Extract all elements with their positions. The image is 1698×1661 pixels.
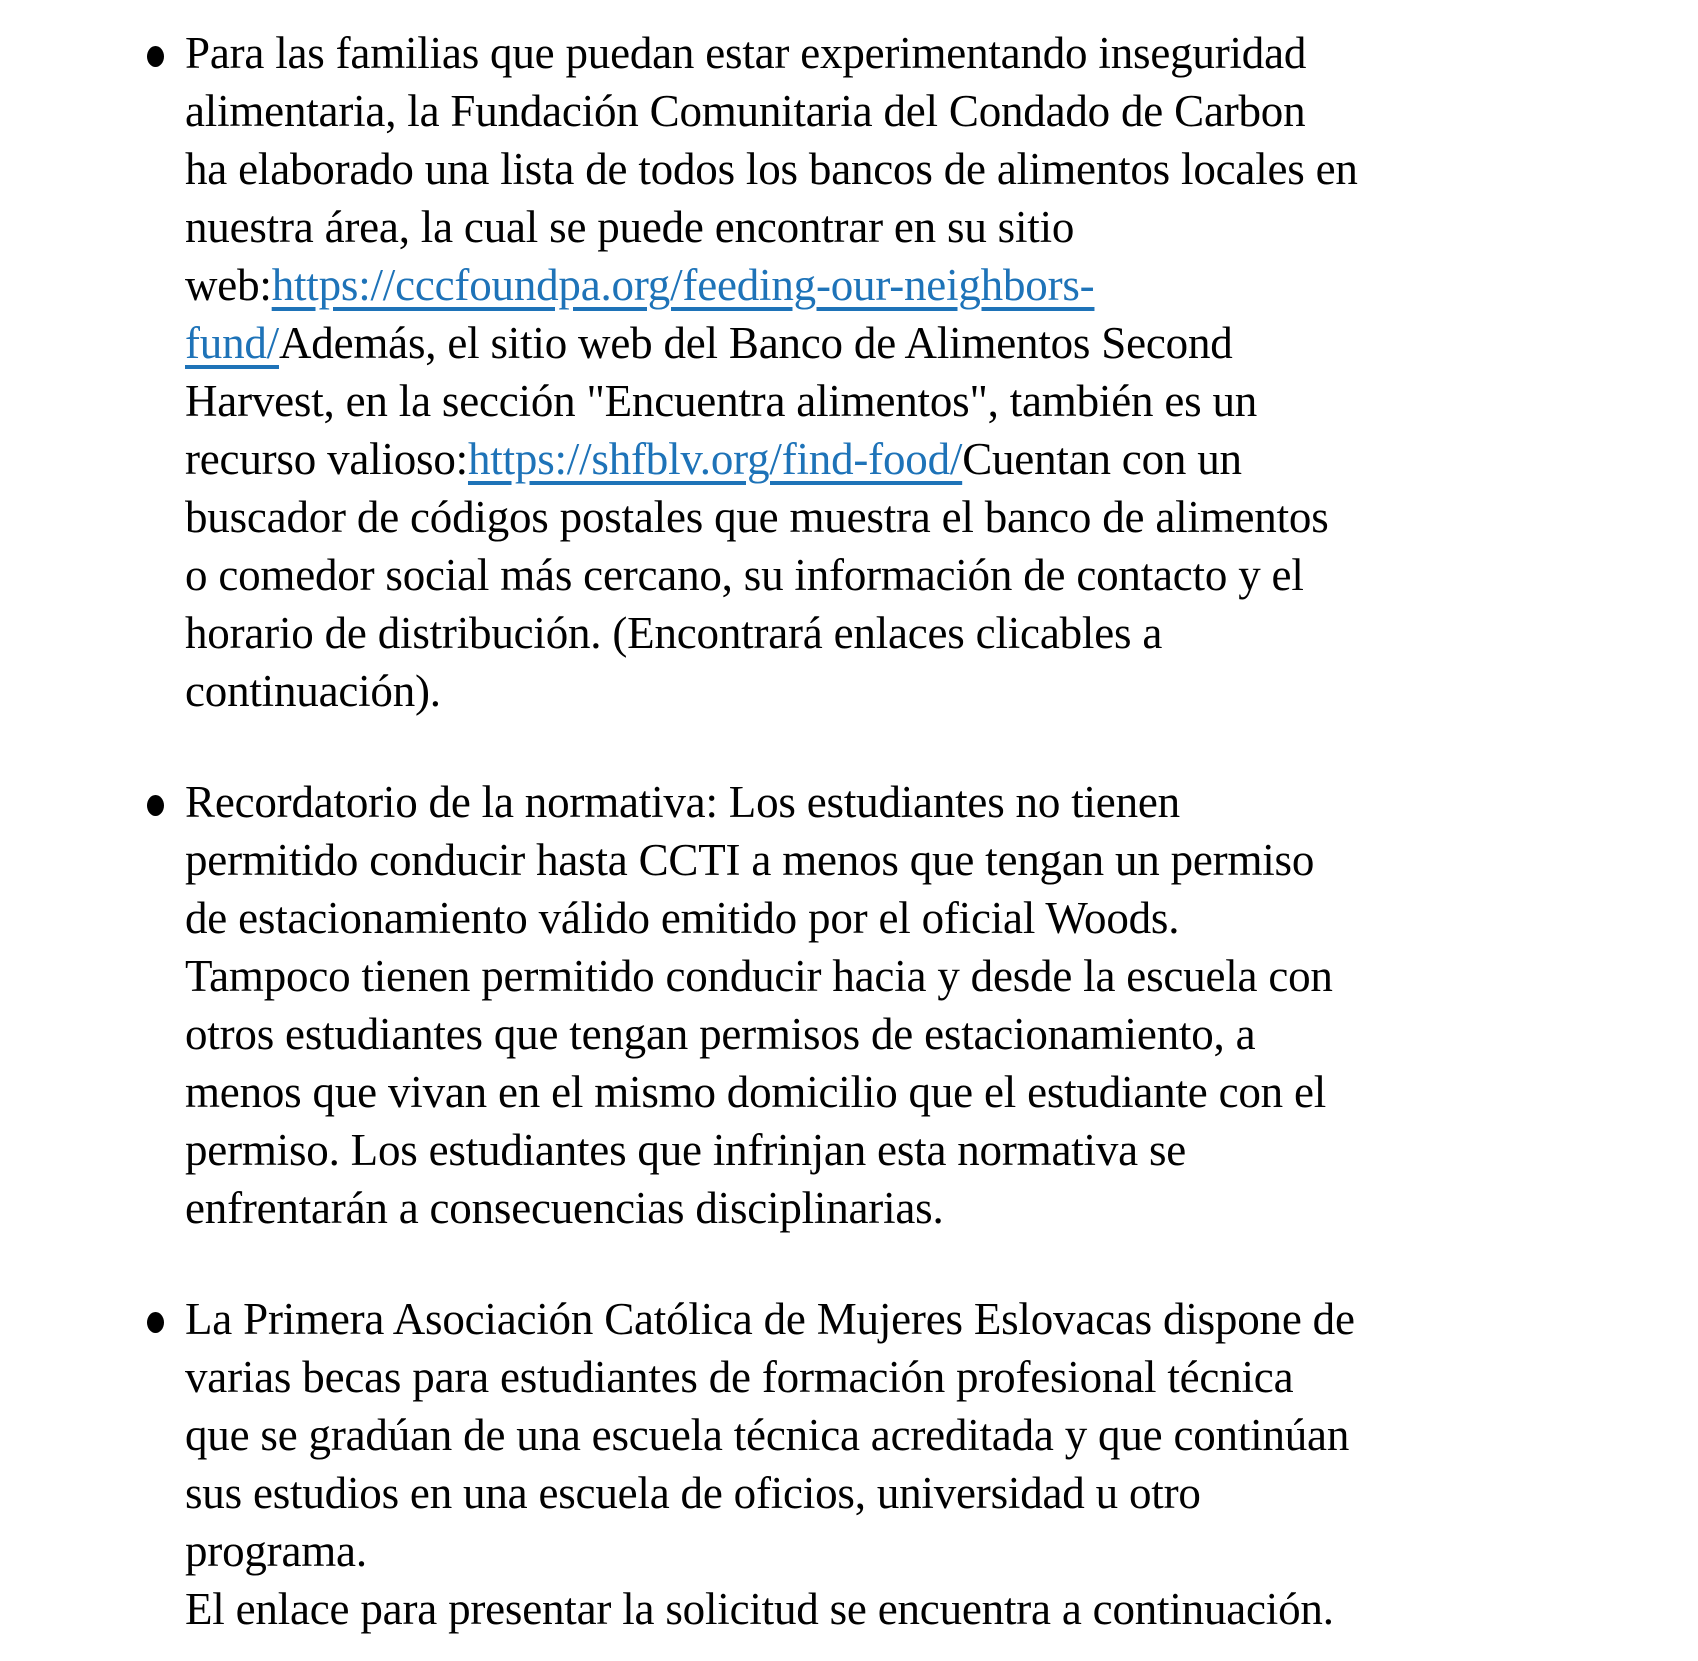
text-run: Cuentan con un: [962, 434, 1242, 484]
text-run: permitido conducir hasta CCTI a menos que tengan un permiso: [185, 835, 1315, 885]
bullet-icon: [147, 1312, 164, 1333]
text-run: alimentaria, la Fundación Comunitaria del Condado de Carbon: [185, 86, 1306, 136]
text-line: [185, 314, 1658, 372]
text-line: [185, 662, 1658, 720]
text-run: Para las familias que puedan estar experimentando inseguridad: [185, 28, 1307, 78]
text-line: [185, 1522, 1658, 1580]
text-run: sus estudios en una escuela de oficios, universidad u otro: [185, 1468, 1201, 1518]
text-run: El enlace para presentar la solicitud se encuentra a continuación.: [185, 1584, 1334, 1634]
text-run: menos que vivan en el mismo domicilio que el estudiante con el: [185, 1067, 1327, 1117]
text-run: otros estudiantes que tengan permisos de estacionamiento, a: [185, 1009, 1256, 1059]
list-item: [0, 24, 1658, 720]
text-line: [185, 24, 1658, 82]
text-run: Harvest, en la sección "Encuentra alimentos", también es un: [185, 376, 1258, 426]
text-line: [185, 198, 1658, 256]
text-line: [185, 889, 1658, 947]
text-line: [185, 1464, 1658, 1522]
text-run: recurso valioso:: [185, 434, 468, 484]
text-line: [185, 256, 1658, 314]
text-line: [185, 1348, 1658, 1406]
text-run: programa.: [185, 1526, 367, 1576]
text-run: continuación).: [185, 666, 441, 716]
list-item: [0, 773, 1658, 1237]
list-item: [0, 1290, 1658, 1638]
text-line: [185, 1290, 1658, 1348]
text-run: Tampoco tienen permitido conducir hacia y desde la escuela con: [185, 951, 1333, 1001]
text-line: [185, 831, 1658, 889]
text-line: [185, 546, 1658, 604]
bullet-icon: [147, 46, 164, 67]
text-run: Recordatorio de la normativa: Los estudiantes no tienen: [185, 777, 1180, 827]
text-line: [185, 1179, 1658, 1237]
text-line: [185, 140, 1658, 198]
text-run: varias becas para estudiantes de formación profesional técnica: [185, 1352, 1294, 1402]
text-line: [185, 1580, 1658, 1638]
url-link[interactable]: fund/: [185, 318, 279, 368]
text-line: [185, 604, 1658, 662]
text-run: buscador de códigos postales que muestra el banco de alimentos: [185, 492, 1329, 542]
text-line: [185, 773, 1658, 831]
text-line: [185, 947, 1658, 1005]
text-line: [185, 1406, 1658, 1464]
text-line: [185, 430, 1658, 488]
url-link[interactable]: https://cccfoundpa.org/feeding-our-neighbors-: [271, 260, 1095, 310]
text-line: [185, 372, 1658, 430]
text-line: [185, 1063, 1658, 1121]
text-run: La Primera Asociación Católica de Mujeres Eslovacas dispone de: [185, 1294, 1355, 1344]
text-run: horario de distribución. (Encontrará enlaces clicables a: [185, 608, 1163, 658]
text-run: de estacionamiento válido emitido por el oficial Woods.: [185, 893, 1180, 943]
text-run: Además, el sitio web del Banco de Alimentos Second: [279, 318, 1233, 368]
text-run: web:: [185, 260, 272, 310]
text-line: [185, 1005, 1658, 1063]
text-line: [185, 488, 1658, 546]
url-link[interactable]: https://shfblv.org/find-food/: [467, 434, 963, 484]
text-run: o comedor social más cercano, su información de contacto y el: [185, 550, 1304, 600]
text-run: ha elaborado una lista de todos los bancos de alimentos locales en: [185, 144, 1358, 194]
text-run: que se gradúan de una escuela técnica acreditada y que continúan: [185, 1410, 1350, 1460]
bullet-icon: [147, 795, 164, 816]
text-line: [185, 1121, 1658, 1179]
text-run: enfrentarán a consecuencias disciplinarias.: [185, 1183, 944, 1233]
text-run: nuestra área, la cual se puede encontrar en su sitio: [185, 202, 1075, 252]
text-run: permiso. Los estudiantes que infrinjan esta normativa se: [185, 1125, 1187, 1175]
text-line: [185, 82, 1658, 140]
